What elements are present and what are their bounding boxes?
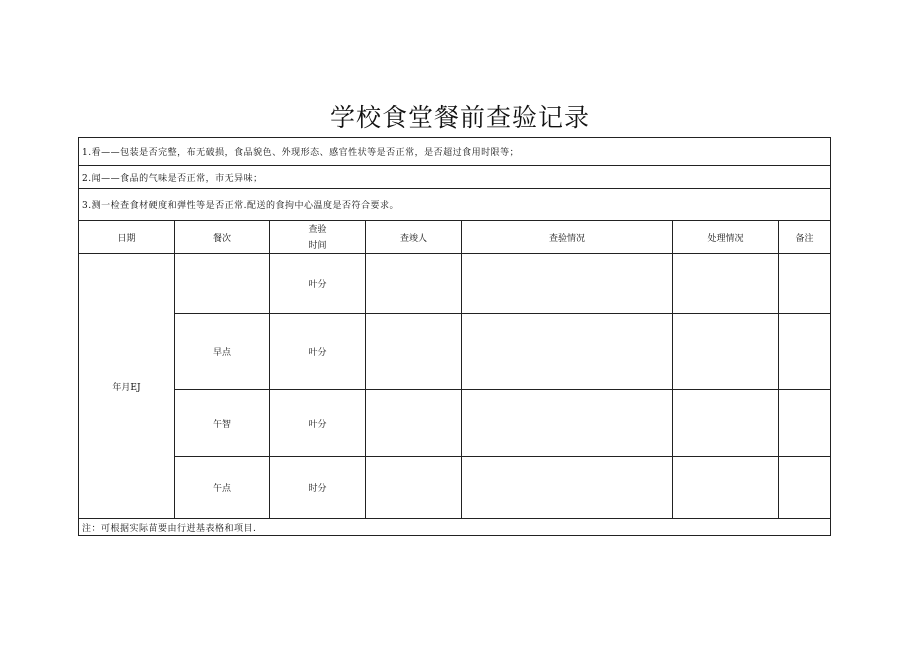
meal-cell[interactable]: 早点: [175, 314, 270, 390]
remarks-cell[interactable]: [779, 457, 831, 519]
footer-note: 注：可根据实际苗要由行逬基表格和项目.: [79, 519, 831, 536]
situation-cell[interactable]: [462, 254, 673, 314]
header-date: 日期: [79, 221, 175, 254]
header-time-line2: 时间: [308, 241, 327, 251]
header-meal: 餐次: [175, 221, 270, 254]
note-smell: 2.闻——食品的气味是否正常，市无异味；: [79, 166, 831, 189]
header-remarks: 备注: [779, 221, 831, 254]
situation-cell[interactable]: [462, 457, 673, 519]
inspector-cell[interactable]: [366, 390, 462, 457]
header-situation: 查验情况: [462, 221, 673, 254]
note-row-3: [79, 189, 831, 221]
page-title: 学校食堂餐前查验记录: [329, 103, 590, 132]
situation-cell[interactable]: [462, 390, 673, 457]
header-row: [79, 221, 831, 254]
table-row: [79, 457, 831, 519]
table-row: [79, 314, 831, 390]
meal-cell[interactable]: [175, 254, 270, 314]
table-row: [79, 390, 831, 457]
table-row: [79, 254, 831, 314]
inspector-cell[interactable]: [366, 254, 462, 314]
note-row-2: [79, 166, 831, 189]
remarks-cell[interactable]: [779, 314, 831, 390]
header-inspector: 查竣人: [366, 221, 462, 254]
time-cell[interactable]: 叶分: [270, 390, 366, 457]
time-cell[interactable]: 叶分: [270, 314, 366, 390]
handling-cell[interactable]: [673, 390, 779, 457]
footer-row: [79, 519, 831, 536]
time-cell[interactable]: 时分: [270, 457, 366, 519]
handling-cell[interactable]: [673, 314, 779, 390]
meal-cell[interactable]: 午点: [175, 457, 270, 519]
header-handling: 处理情况: [673, 221, 779, 254]
remarks-cell[interactable]: [779, 254, 831, 314]
meal-cell[interactable]: 午智: [175, 390, 270, 457]
header-time: [270, 221, 366, 254]
handling-cell[interactable]: [673, 457, 779, 519]
handling-cell[interactable]: [673, 254, 779, 314]
remarks-cell[interactable]: [779, 390, 831, 457]
inspection-table: [78, 137, 831, 536]
date-cell[interactable]: 年月EJ: [79, 254, 175, 519]
header-time-text: [308, 222, 326, 252]
note-look: 1.看——包装是否完整，布无破损，食品貌色、外现形态、感官性状等是否正常，是否超过食用时限等；: [79, 138, 831, 166]
note-row-1: [79, 138, 831, 166]
time-cell[interactable]: 叶分: [270, 254, 366, 314]
situation-cell[interactable]: [462, 314, 673, 390]
inspector-cell[interactable]: [366, 457, 462, 519]
header-time-line1: 查验: [308, 225, 327, 235]
inspector-cell[interactable]: [366, 314, 462, 390]
note-test: 3.测一检查食材硬度和弹性等是否正常.配送的食拘中心温度是否符合要求。: [79, 189, 831, 221]
